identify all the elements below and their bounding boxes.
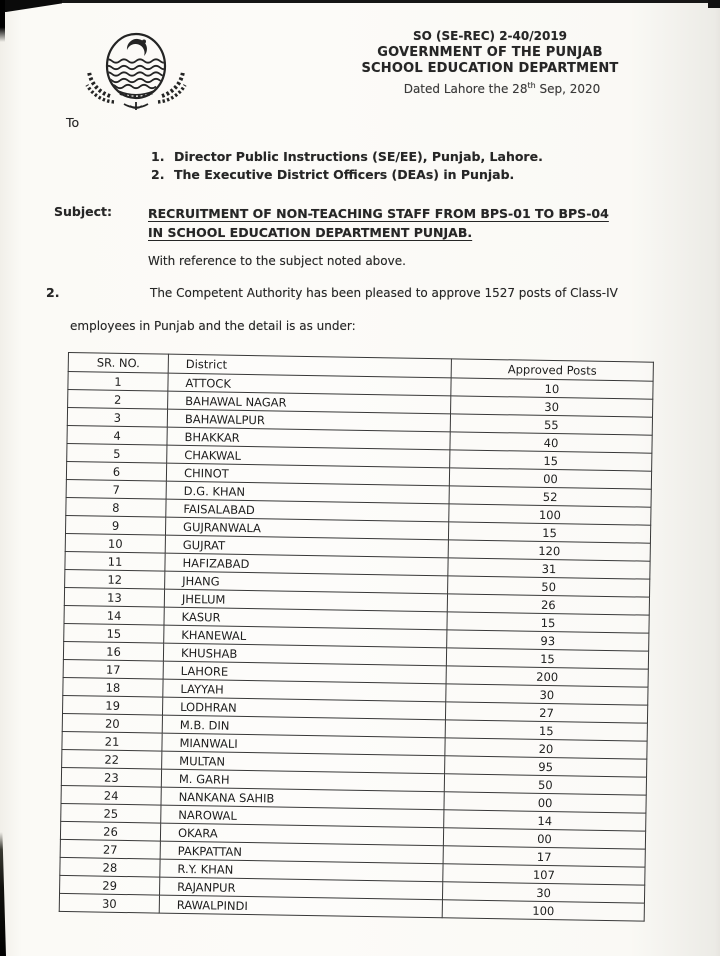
date-ordinal-superscript: th	[527, 80, 536, 90]
sr-no-cell: 13	[64, 587, 164, 607]
approved-posts-cell: 15	[447, 612, 649, 633]
district-cell: KHUSHAB	[163, 643, 446, 666]
sr-no-cell: 29	[60, 875, 160, 895]
government-line: GOVERNMENT OF THE PUNJAB	[377, 44, 603, 60]
sr-no-cell: 21	[62, 731, 162, 751]
approved-posts-cell: 10	[451, 378, 653, 399]
reference-number: SO (SE-REC) 2-40/2019	[412, 29, 568, 43]
district-cell: FAISALABAD	[166, 499, 449, 522]
to-label: To	[66, 115, 80, 130]
sr-no-cell: 30	[59, 893, 159, 913]
district-cell: JHANG	[165, 571, 448, 594]
addressee-text: The Executive District Officers (DEAs) in Punjab.	[174, 166, 515, 182]
district-cell: M.B. DIN	[162, 715, 445, 738]
approved-posts-cell: 15	[445, 720, 647, 741]
approved-posts-cell: 00	[443, 828, 645, 849]
sr-no-cell: 27	[60, 839, 160, 859]
approved-posts-cell: 52	[449, 486, 651, 507]
approved-posts-header: Approved Posts	[451, 359, 653, 381]
district-cell: CHAKWAL	[167, 445, 450, 468]
approved-posts-cell: 31	[448, 558, 650, 579]
approved-posts-cell: 00	[449, 468, 651, 489]
scan-top-left-sliver-artifact	[0, 0, 5, 42]
scan-top-left-wedge-artifact	[0, 0, 62, 12]
district-cell: NAROWAL	[161, 805, 444, 828]
paragraph-2-line-1: The Competent Authority has been pleased to approve 1527 posts of Class-IV	[150, 286, 618, 300]
sr-no-cell: 10	[65, 533, 165, 553]
sr-no-cell: 4	[67, 425, 167, 445]
sr-no-header: SR. NO.	[68, 353, 168, 374]
sr-no-cell: 8	[66, 497, 166, 517]
addressee-number: 2.	[151, 166, 165, 182]
district-cell: LAYYAH	[163, 679, 446, 702]
approved-posts-cell: 40	[450, 432, 652, 453]
scan-bottom-left-sliver-artifact	[0, 832, 6, 956]
reference-paragraph: With reference to the subject noted above.	[148, 254, 406, 268]
scan-top-edge-artifact	[0, 0, 720, 3]
subject-line-1: RECRUITMENT OF NON-TEACHING STAFF FROM BPS-01 TO BPS-04	[148, 206, 609, 221]
paragraph-2-line-2: employees in Punjab and the detail is as under:	[70, 319, 356, 333]
sr-no-cell: 6	[66, 461, 166, 481]
district-cell: M. GARH	[161, 769, 444, 792]
approved-posts-cell: 50	[448, 576, 650, 597]
district-cell: LAHORE	[163, 661, 446, 684]
subject-line-2: IN SCHOOL EDUCATION DEPARTMENT PUNJAB.	[148, 225, 473, 240]
district-header: District	[168, 354, 451, 378]
scan-top-right-artifact	[708, 0, 720, 8]
sr-no-cell: 14	[64, 605, 164, 625]
sr-no-cell: 15	[64, 623, 164, 643]
letterhead	[340, 28, 640, 97]
approved-posts-cell: 14	[444, 810, 646, 831]
paragraph-2-number: 2.	[46, 285, 60, 300]
district-cell: KASUR	[164, 607, 447, 630]
addressee-item	[151, 166, 543, 184]
sr-no-cell: 22	[62, 749, 162, 769]
sr-no-cell: 12	[65, 569, 165, 589]
district-cell: CHINOT	[166, 463, 449, 486]
sr-no-cell: 16	[63, 641, 163, 661]
sr-no-cell: 25	[61, 803, 161, 823]
approved-posts-table	[59, 352, 654, 922]
subject-text	[148, 204, 640, 242]
approved-posts-cell: 95	[445, 756, 647, 777]
department-line: SCHOOL EDUCATION DEPARTMENT	[361, 61, 619, 76]
sr-no-cell: 19	[63, 695, 163, 715]
district-cell: BAHAWALPUR	[167, 409, 450, 432]
district-cell: MULTAN	[162, 751, 445, 774]
approved-posts-cell: 30	[442, 882, 644, 903]
approved-posts-cell: 100	[442, 900, 644, 921]
sr-no-cell: 3	[67, 408, 167, 428]
approved-posts-cell: 100	[449, 504, 651, 525]
sr-no-cell: 7	[66, 479, 166, 499]
district-cell: ATTOCK	[168, 373, 451, 396]
district-cell: OKARA	[160, 823, 443, 846]
addressee-item	[151, 148, 543, 166]
sr-no-cell: 5	[67, 443, 167, 463]
sr-no-cell: 11	[65, 551, 165, 571]
district-cell: KHANEWAL	[164, 625, 447, 648]
sr-no-cell: 26	[60, 821, 160, 841]
punjab-government-emblem-icon	[74, 30, 198, 114]
district-cell: JHELUM	[164, 589, 447, 612]
approved-posts-cell: 26	[447, 594, 649, 615]
subject-label: Subject:	[54, 204, 112, 219]
approved-posts-cell: 55	[450, 414, 652, 435]
district-cell: RAJANPUR	[160, 877, 443, 900]
district-cell: NANKANA SAHIB	[161, 787, 444, 810]
approved-posts-cell: 15	[446, 648, 648, 669]
approved-posts-cell: 15	[450, 450, 652, 471]
district-cell: GUJRANWALA	[165, 517, 448, 540]
district-cell: MIANWALI	[162, 733, 445, 756]
district-cell: GUJRAT	[165, 535, 448, 558]
sr-no-cell: 1	[68, 372, 168, 392]
approved-posts-cell: 30	[451, 396, 653, 417]
approved-posts-cell: 00	[444, 792, 646, 813]
district-cell: PAKPATTAN	[160, 841, 443, 864]
approved-posts-cell: 200	[446, 666, 648, 687]
sr-no-cell: 20	[62, 713, 162, 733]
approved-posts-cell: 50	[444, 774, 646, 795]
approved-posts-cell: 93	[447, 630, 649, 651]
district-cell: HAFIZABAD	[165, 553, 448, 576]
approved-posts-cell: 30	[446, 684, 648, 705]
sr-no-cell: 17	[63, 659, 163, 679]
sr-no-cell: 9	[65, 515, 165, 535]
approved-posts-cell: 17	[443, 846, 645, 867]
sr-no-cell: 23	[61, 767, 161, 787]
district-cell: LODHRAN	[162, 697, 445, 720]
approved-posts-cell: 27	[445, 702, 647, 723]
addressee-list	[151, 148, 543, 183]
district-cell: RAWALPINDI	[159, 895, 442, 918]
sr-no-cell: 18	[63, 677, 163, 697]
approved-posts-cell: 20	[445, 738, 647, 759]
district-cell: BHAKKAR	[167, 427, 450, 450]
district-cell: BAHAWAL NAGAR	[168, 391, 451, 414]
approved-posts-cell: 15	[448, 522, 650, 543]
sr-no-cell: 2	[68, 390, 168, 410]
approved-posts-cell: 120	[448, 540, 650, 561]
district-cell: D.G. KHAN	[166, 481, 449, 504]
district-cell: R.Y. KHAN	[160, 859, 443, 882]
sr-no-cell: 28	[60, 857, 160, 877]
sr-no-cell: 24	[61, 785, 161, 805]
approved-posts-cell: 107	[443, 864, 645, 885]
addressee-number: 1.	[151, 149, 165, 164]
addressee-text: Director Public Instructions (SE/EE), Punjab, Lahore.	[174, 149, 543, 164]
date-line: Dated Lahore the 28th Sep, 2020	[403, 80, 601, 96]
